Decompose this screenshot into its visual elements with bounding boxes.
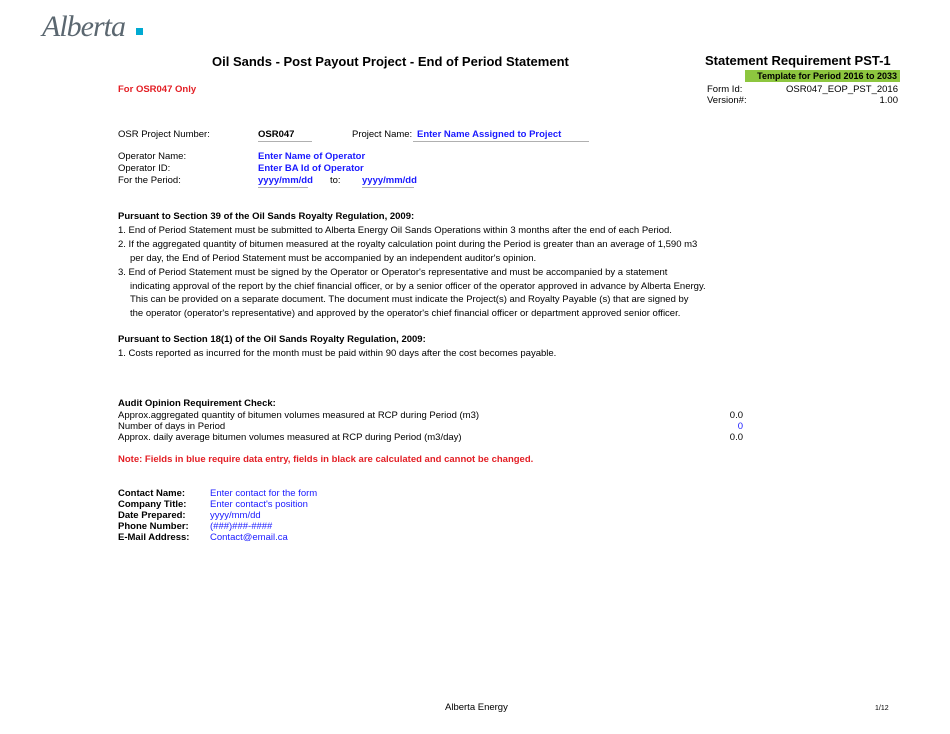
section39-line: 2. If the aggregated quantity of bitumen measured at the royalty calculation point during the Period is greater than an average of 1,590 m3 bbox=[118, 239, 698, 250]
operator-name-field[interactable]: Enter Name of Operator bbox=[258, 151, 366, 162]
period-from-field[interactable]: yyyy/mm/dd bbox=[258, 175, 313, 186]
statement-requirement: Statement Requirement PST-1 bbox=[705, 53, 891, 68]
section39-line: 1. End of Period Statement must be submitted to Alberta Energy Oil Sands Operations within 3 months after the end of each Period. bbox=[118, 225, 672, 236]
data-entry-note: Note: Fields in blue require data entry, fields in black are calculated and cannot be changed. bbox=[118, 454, 534, 465]
section39-line: per day, the End of Period Statement must be accompanied by an independent auditor's opinion. bbox=[130, 253, 537, 264]
audit-row-label: Approx.aggregated quantity of bitumen volumes measured at RCP during Period (m3) bbox=[118, 410, 480, 421]
contact-name-field[interactable]: Enter contact for the form bbox=[210, 488, 318, 499]
audit-row-label: Approx. daily average bitumen volumes measured at RCP during Period (m3/day) bbox=[118, 432, 462, 443]
section39-heading: Pursuant to Section 39 of the Oil Sands Royalty Regulation, 2009: bbox=[118, 211, 415, 222]
logo-square-icon bbox=[136, 28, 143, 35]
operator-id-label: Operator ID: bbox=[118, 163, 171, 174]
project-number-field[interactable]: OSR047 bbox=[258, 129, 312, 142]
audit-row-value: 0.0 bbox=[729, 432, 743, 443]
operator-id-field[interactable]: Enter BA Id of Operator bbox=[258, 163, 364, 174]
section18-heading: Pursuant to Section 18(1) of the Oil Sands Royalty Regulation, 2009: bbox=[118, 334, 426, 345]
date-prepared-field[interactable]: yyyy/mm/dd bbox=[210, 510, 261, 521]
footer-org: Alberta Energy bbox=[445, 702, 508, 713]
period-label: For the Period: bbox=[118, 175, 181, 186]
date-prepared-label: Date Prepared: bbox=[118, 510, 186, 521]
contact-name-label: Contact Name: bbox=[118, 488, 186, 499]
section39-line: the operator (operator's representative) and approved by the operator's chief financial officer or department approved senior officer. bbox=[130, 308, 681, 319]
company-title-label: Company Title: bbox=[118, 499, 187, 510]
form-id-label: Form Id: bbox=[707, 84, 743, 95]
audit-heading: Audit Opinion Requirement Check: bbox=[118, 398, 276, 409]
page-number: 1/12 bbox=[875, 705, 889, 712]
section39-line: This can be provided on a separate document. The document must indicate the Project(s) and Royalty Payable (s) that are signed by bbox=[130, 294, 689, 305]
page-title: Oil Sands - Post Payout Project - End of Period Statement bbox=[212, 54, 569, 69]
phone-number-field[interactable]: (###)###-#### bbox=[210, 521, 273, 532]
for-only-note: For OSR047 Only bbox=[118, 84, 197, 95]
form-id-value: OSR047_EOP_PST_2016 bbox=[786, 84, 898, 95]
days-in-period-field[interactable]: 0 bbox=[737, 421, 743, 432]
section18-line: 1. Costs reported as incurred for the month must be paid within 90 days after the cost becomes payable. bbox=[118, 348, 557, 359]
period-to-field[interactable]: yyyy/mm/dd bbox=[362, 175, 417, 186]
audit-row-label: Number of days in Period bbox=[118, 421, 226, 432]
section39-line: 3. End of Period Statement must be signed by the Operator or Operator's representative and must be accompanied by a statement bbox=[118, 267, 668, 278]
audit-row-value: 0.0 bbox=[729, 410, 743, 421]
period-to-label: to: bbox=[330, 175, 341, 186]
company-title-field[interactable]: Enter contact's position bbox=[210, 499, 308, 510]
project-number-label: OSR Project Number: bbox=[118, 129, 210, 140]
project-name-label: Project Name: bbox=[352, 129, 413, 140]
template-period-badge: Template for Period 2016 to 2033 bbox=[745, 70, 900, 82]
email-address-field[interactable]: Contact@email.ca bbox=[210, 532, 288, 543]
version-label: Version#: bbox=[707, 95, 747, 106]
operator-name-label: Operator Name: bbox=[118, 151, 187, 162]
project-name-field[interactable]: Enter Name Assigned to Project bbox=[413, 129, 589, 142]
email-address-label: E-Mail Address: bbox=[118, 532, 190, 543]
alberta-logo: Alberta bbox=[42, 10, 125, 43]
section39-line: indicating approval of the report by the chief financial officer, or by a senior officer of the operator approved in advance by Alberta Energy. bbox=[130, 281, 706, 292]
phone-number-label: Phone Number: bbox=[118, 521, 189, 532]
version-value: 1.00 bbox=[879, 95, 898, 106]
